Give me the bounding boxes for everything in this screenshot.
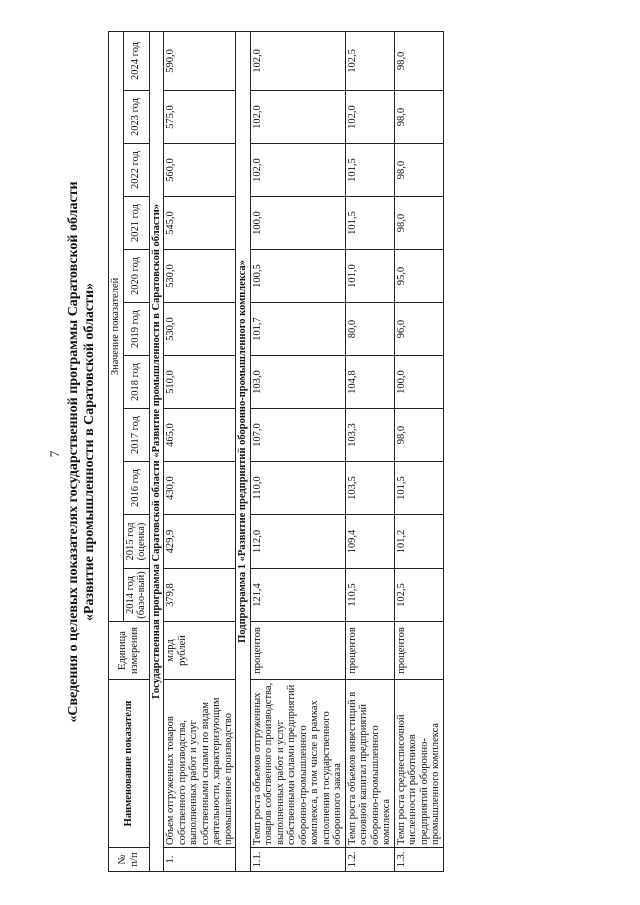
row-unit: процентов [345,622,394,680]
indicators-table [108,31,444,872]
header-year-2017: 2017 год [123,409,149,462]
row-name: Темп роста объемов отгруженных товаров собственного производства, выполненных работ и услуг собственными силами предприятий оборонно-промышленного комплекса, в том числе в рамках исполнения государственного оборонного заказа [250,680,345,848]
value-cell: 590,0 [164,31,236,90]
value-cell: 545,0 [164,197,236,250]
header-values-group: Значение показателей [109,31,124,621]
value-cell: 110,0 [250,462,345,515]
value-cell: 98,0 [394,409,443,462]
value-cell: 109,4 [345,515,394,569]
title-line-1: «Сведения о целевых показателях государственной программы Саратовской области [66,181,81,723]
value-cell: 102,0 [250,144,345,197]
header-name: Наименование показателя [109,680,150,848]
header-year-2020: 2020 год [123,250,149,303]
header-year-2018: 2018 год [123,356,149,409]
header-year-2014: 2014 год (базо-вый) [123,569,149,622]
header-year-2022: 2022 год [123,144,149,197]
value-cell: 530,0 [164,250,236,303]
header-year-2023: 2023 год [123,91,149,144]
section-subprogram-1: Подпрограмма 1 «Развитие предприятий оборонно-промышленного комплекса» [236,31,251,871]
table-row [345,31,394,871]
header-unit: Единица измерения [109,622,150,680]
value-cell: 102,0 [250,31,345,90]
row-num: 1.2. [345,848,394,872]
value-cell: 430,0 [164,462,236,515]
value-cell: 101,2 [394,515,443,569]
value-cell: 102,0 [250,91,345,144]
header-year-2021: 2021 год [123,197,149,250]
section-state-program: Государственная программа Саратовской области «Развитие промышленности в Саратовской области» [149,31,164,871]
row-name: Объем отгруженных товаров собственного производства, выполненных работ и услуг собственными силами по видам деятельности, характеризующим промышленное производство [164,680,236,848]
section-row [236,31,251,871]
row-unit: процентов [394,622,443,680]
row-num: 1.3. [394,848,443,872]
value-cell: 560,0 [164,144,236,197]
row-num: 1.1. [250,848,345,872]
value-cell: 80,0 [345,303,394,356]
rotated-page-content [60,26,580,878]
table-row [394,31,443,871]
value-cell: 95,0 [394,250,443,303]
header-year-2024: 2024 год [123,31,149,90]
section-row [149,31,164,871]
value-cell: 98,0 [394,31,443,90]
table-row [164,31,236,871]
table-row [250,31,345,871]
value-cell: 103,0 [250,356,345,409]
page-number: 7 [47,450,62,458]
value-cell: 510,0 [164,356,236,409]
value-cell: 102,0 [345,91,394,144]
value-cell: 465,0 [164,409,236,462]
header-year-2016: 2016 год [123,462,149,515]
row-name: Темп роста объемов инвестиций в основной капитал предприятий оборонно-промышленного комплекса [345,680,394,848]
value-cell: 379,8 [164,569,236,622]
header-row-1 [109,31,124,871]
value-cell: 103,3 [345,409,394,462]
row-unit: млрд рублей [164,622,236,680]
value-cell: 96,0 [394,303,443,356]
value-cell: 102,5 [394,569,443,622]
header-year-2015: 2015 год (оценка) [123,515,149,569]
header-year-2019: 2019 год [123,303,149,356]
row-name: Темп роста среднесписочной численности работников предприятий оборонно-промышленного комплекса [394,680,443,848]
value-cell: 101,0 [345,250,394,303]
value-cell: 110,5 [345,569,394,622]
value-cell: 98,0 [394,91,443,144]
value-cell: 530,0 [164,303,236,356]
row-num: 1. [164,848,236,872]
document-title [66,26,98,878]
value-cell: 575,0 [164,91,236,144]
value-cell: 429,9 [164,515,236,569]
value-cell: 104,8 [345,356,394,409]
value-cell: 107,0 [250,409,345,462]
value-cell: 100,0 [394,356,443,409]
value-cell: 101,5 [394,462,443,515]
value-cell: 121,4 [250,569,345,622]
value-cell: 98,0 [394,197,443,250]
header-num: № п/п [109,848,150,872]
value-cell: 101,5 [345,144,394,197]
row-unit: процентов [250,622,345,680]
value-cell: 100,5 [250,250,345,303]
title-line-2: «Развитие промышленности в Саратовской области» [82,282,97,622]
value-cell: 101,7 [250,303,345,356]
value-cell: 98,0 [394,144,443,197]
value-cell: 100,0 [250,197,345,250]
value-cell: 102,5 [345,31,394,90]
value-cell: 101,5 [345,197,394,250]
value-cell: 112,0 [250,515,345,569]
value-cell: 103,5 [345,462,394,515]
